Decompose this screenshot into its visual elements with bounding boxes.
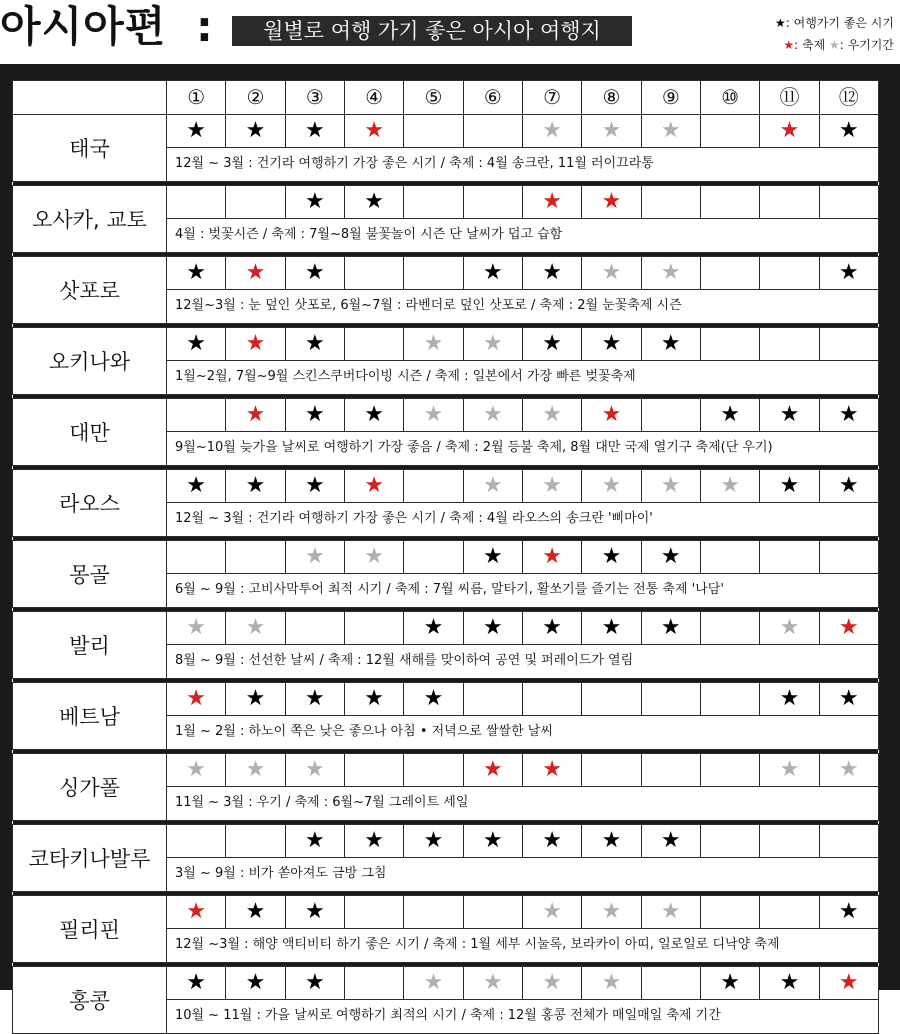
country-star-row: [13, 754, 879, 787]
black-star-icon: ★: [167, 115, 226, 148]
black-star-icon: ★: [582, 541, 641, 574]
country-name: 라오스: [13, 470, 167, 537]
empty-month-cell: [344, 967, 403, 1000]
empty-month-cell: [819, 541, 878, 574]
black-star-icon: ★: [404, 683, 463, 716]
black-star-icon: ★: [226, 683, 285, 716]
black-star-icon: ★: [522, 612, 581, 645]
empty-month-cell: [700, 683, 759, 716]
calendar-board: [0, 64, 900, 1024]
empty-month-cell: [167, 186, 226, 219]
empty-month-cell: [641, 399, 700, 432]
gray-star-icon: ★: [344, 541, 403, 574]
black-star-icon: ★: [760, 683, 819, 716]
black-star-icon: ★: [226, 967, 285, 1000]
gray-star-icon: ★: [167, 612, 226, 645]
black-star-icon: ★: [226, 470, 285, 503]
gray-star-icon: ★: [641, 257, 700, 290]
empty-month-cell: [700, 612, 759, 645]
gray-star-icon: ★: [829, 38, 840, 52]
empty-month-cell: [404, 470, 463, 503]
empty-month-cell: [641, 754, 700, 787]
black-star-icon: ★: [760, 399, 819, 432]
empty-month-cell: [582, 683, 641, 716]
black-star-icon: ★: [463, 257, 522, 290]
empty-month-cell: [700, 328, 759, 361]
red-star-icon: ★: [226, 328, 285, 361]
gray-star-icon: ★: [167, 754, 226, 787]
empty-month-cell: [760, 257, 819, 290]
country-note: 1월 ~ 2월 : 하노이 쪽은 낮은 좋으나 아침 • 저녁으로 쌀쌀한 날씨: [167, 715, 879, 749]
country-note: 10월 ~ 11월 : 가을 날씨로 여행하기 최적의 시기 / 축제 : 12월 홍콩 전체가 매일매일 축제 기간: [167, 999, 879, 1033]
country-star-row: [13, 328, 879, 361]
legend-row-festival-rain: [775, 34, 894, 56]
empty-month-cell: [760, 328, 819, 361]
red-star-icon: ★: [522, 541, 581, 574]
black-star-icon: ★: [285, 328, 344, 361]
empty-month-cell: [641, 186, 700, 219]
empty-month-cell: [404, 754, 463, 787]
month-header-row: [13, 81, 879, 115]
black-star-icon: ★: [522, 328, 581, 361]
black-star-icon: ★: [522, 825, 581, 858]
country-star-row: [13, 612, 879, 645]
gray-star-icon: ★: [641, 115, 700, 148]
month-header-6: ⑥: [463, 81, 522, 115]
month-header-11: ⑪: [760, 81, 819, 115]
gray-star-icon: ★: [641, 470, 700, 503]
red-star-icon: ★: [582, 399, 641, 432]
country-name: 태국: [13, 115, 167, 182]
page-subtitle: 월별로 여행 가기 좋은 아시아 여행지: [232, 16, 632, 46]
empty-month-cell: [819, 186, 878, 219]
empty-month-cell: [760, 896, 819, 929]
gray-star-icon: ★: [404, 328, 463, 361]
black-star-icon: ★: [344, 683, 403, 716]
page-title: 아시아편: [0, 2, 167, 51]
black-star-icon: ★: [700, 399, 759, 432]
red-star-icon: ★: [819, 967, 878, 1000]
country-name: 베트남: [13, 683, 167, 750]
country-star-row: [13, 541, 879, 574]
empty-month-cell: [641, 967, 700, 1000]
country-note: 12월~3월 : 눈 덮인 삿포로, 6월~7월 : 라벤더로 덮인 삿포로 / 축제 : 2월 눈꽃축제 시즌: [167, 289, 879, 323]
red-star-icon: ★: [783, 38, 795, 52]
country-star-row: [13, 683, 879, 716]
country-star-row: [13, 115, 879, 148]
black-star-icon: ★: [226, 896, 285, 929]
country-note: 4월 : 벚꽃시즌 / 축제 : 7월~8월 불꽃놀이 시즌 단 날씨가 덥고 습함: [167, 218, 879, 252]
black-star-icon: ★: [285, 115, 344, 148]
country-name: 오사카, 교토: [13, 186, 167, 253]
gray-star-icon: ★: [522, 115, 581, 148]
empty-month-cell: [226, 541, 285, 574]
red-star-icon: ★: [582, 186, 641, 219]
gray-star-icon: ★: [226, 612, 285, 645]
country-note: 8월 ~ 9월 : 선선한 날씨 / 축제 : 12월 새해를 맞이하여 공연 및 퍼레이드가 열림: [167, 644, 879, 678]
legend: [775, 12, 894, 56]
country-star-row: [13, 470, 879, 503]
country-note: 1월~2월, 7월~9월 스킨스쿠버다이빙 시즌 / 축제 : 일본에서 가장 빠른 벚꽃축제: [167, 360, 879, 394]
legend-row-best: [775, 12, 894, 34]
empty-month-cell: [582, 754, 641, 787]
country-star-row: [13, 967, 879, 1000]
empty-month-cell: [167, 399, 226, 432]
gray-star-icon: ★: [522, 896, 581, 929]
gray-star-icon: ★: [463, 328, 522, 361]
country-star-row: [13, 399, 879, 432]
empty-month-cell: [463, 896, 522, 929]
empty-month-cell: [344, 257, 403, 290]
gray-star-icon: ★: [285, 754, 344, 787]
black-star-icon: ★: [285, 967, 344, 1000]
month-header-12: ⑫: [819, 81, 878, 115]
black-star-icon: ★: [167, 967, 226, 1000]
empty-month-cell: [641, 683, 700, 716]
gray-star-icon: ★: [582, 115, 641, 148]
black-star-icon: ★: [285, 896, 344, 929]
red-star-icon: ★: [463, 754, 522, 787]
empty-month-cell: [404, 896, 463, 929]
country-note: 3월 ~ 9월 : 비가 쏟아져도 금방 그침: [167, 857, 879, 891]
country-name: 필리핀: [13, 896, 167, 963]
corner-cell: [13, 81, 167, 115]
empty-month-cell: [700, 541, 759, 574]
legend-rain-label: : 우기기간: [839, 38, 894, 52]
gray-star-icon: ★: [522, 470, 581, 503]
month-header-5: ⑤: [404, 81, 463, 115]
red-star-icon: ★: [819, 612, 878, 645]
legend-festival-label: : 축제: [794, 38, 826, 52]
gray-star-icon: ★: [582, 896, 641, 929]
gray-star-icon: ★: [582, 257, 641, 290]
country-star-row: [13, 825, 879, 858]
empty-month-cell: [344, 754, 403, 787]
empty-month-cell: [404, 186, 463, 219]
country-note: 12월 ~ 3월 : 건기라 여행하기 가장 좋은 시기 / 축제 : 4월 송크란, 11월 러이끄라통: [167, 147, 879, 181]
black-star-icon: ★: [819, 115, 878, 148]
empty-month-cell: [344, 612, 403, 645]
country-name: 대만: [13, 399, 167, 466]
black-star-icon: ★: [285, 399, 344, 432]
black-star-icon: ★: [819, 683, 878, 716]
black-star-icon: ★: [463, 612, 522, 645]
red-star-icon: ★: [226, 257, 285, 290]
gray-star-icon: ★: [404, 399, 463, 432]
red-star-icon: ★: [167, 683, 226, 716]
gray-star-icon: ★: [463, 967, 522, 1000]
black-star-icon: ★: [167, 257, 226, 290]
black-star-icon: ★: [582, 825, 641, 858]
empty-month-cell: [226, 186, 285, 219]
country-name: 싱가폴: [13, 754, 167, 821]
gray-star-icon: ★: [226, 754, 285, 787]
black-star-icon: ★: [641, 541, 700, 574]
country-star-row: [13, 896, 879, 929]
empty-month-cell: [463, 115, 522, 148]
red-star-icon: ★: [167, 896, 226, 929]
gray-star-icon: ★: [463, 470, 522, 503]
red-star-icon: ★: [226, 399, 285, 432]
empty-month-cell: [404, 257, 463, 290]
country-note: 11월 ~ 3월 : 우기 / 축제 : 6월~7월 그레이트 세일: [167, 786, 879, 820]
empty-month-cell: [700, 825, 759, 858]
country-star-row: [13, 186, 879, 219]
empty-month-cell: [760, 825, 819, 858]
black-star-icon: ★: [285, 470, 344, 503]
gray-star-icon: ★: [463, 399, 522, 432]
black-star-icon: ★: [760, 967, 819, 1000]
black-star-icon: ★: [167, 328, 226, 361]
month-header-1: ①: [167, 81, 226, 115]
black-star-icon: ★: [819, 257, 878, 290]
title-colon: :: [196, 2, 213, 51]
black-star-icon: ★: [285, 257, 344, 290]
gray-star-icon: ★: [582, 967, 641, 1000]
empty-month-cell: [760, 541, 819, 574]
country-note: 9월~10월 늦가을 날씨로 여행하기 가장 좋음 / 축제 : 2월 등불 축제, 8월 대만 국제 열기구 축제(단 우기): [167, 431, 879, 465]
black-star-icon: ★: [641, 328, 700, 361]
red-star-icon: ★: [760, 115, 819, 148]
red-star-icon: ★: [344, 115, 403, 148]
black-star-icon: ★: [463, 825, 522, 858]
empty-month-cell: [760, 186, 819, 219]
black-star-icon: ★: [641, 612, 700, 645]
country-rows: [13, 115, 879, 1034]
country-name: 오키나와: [13, 328, 167, 395]
empty-month-cell: [404, 541, 463, 574]
black-star-icon: ★: [167, 470, 226, 503]
black-star-icon: ★: [700, 967, 759, 1000]
country-note: 12월 ~3월 : 해양 액티비티 하기 좋은 시기 / 축제 : 1월 세부 시눌록, 보라카이 아띠, 일로일로 디낙양 축제: [167, 928, 879, 962]
empty-month-cell: [700, 115, 759, 148]
country-note: 12월 ~ 3월 : 건기라 여행하기 가장 좋은 시기 / 축제 : 4월 라오스의 송크란 '삐마이': [167, 502, 879, 536]
gray-star-icon: ★: [819, 754, 878, 787]
empty-month-cell: [404, 115, 463, 148]
empty-month-cell: [167, 541, 226, 574]
black-star-icon: ★: [344, 825, 403, 858]
empty-month-cell: [463, 683, 522, 716]
black-star-icon: ★: [819, 470, 878, 503]
black-star-icon: ★: [404, 825, 463, 858]
empty-month-cell: [819, 328, 878, 361]
empty-month-cell: [167, 825, 226, 858]
empty-month-cell: [700, 754, 759, 787]
month-header-3: ③: [285, 81, 344, 115]
black-star-icon: ★: [285, 825, 344, 858]
black-star-icon: ★: [582, 328, 641, 361]
legend-best-label: : 여행가기 좋은 시기: [785, 16, 894, 30]
empty-month-cell: [700, 896, 759, 929]
country-note: 6월 ~ 9월 : 고비사막투어 최적 시기 / 축제 : 7월 씨름, 말타기, 활쏘기를 즐기는 전통 축제 '나담': [167, 573, 879, 607]
gray-star-icon: ★: [582, 470, 641, 503]
gray-star-icon: ★: [522, 967, 581, 1000]
black-star-icon: ★: [285, 683, 344, 716]
country-name: 코타키나발루: [13, 825, 167, 892]
month-header-10: ⑩: [700, 81, 759, 115]
black-star-icon: ★: [463, 541, 522, 574]
black-star-icon: ★: [344, 399, 403, 432]
black-star-icon: ★: [582, 612, 641, 645]
black-star-icon: ★: [641, 825, 700, 858]
gray-star-icon: ★: [641, 896, 700, 929]
month-header-8: ⑧: [582, 81, 641, 115]
black-star-icon: ★: [285, 186, 344, 219]
country-name: 홍콩: [13, 967, 167, 1034]
black-star-icon: ★: [522, 257, 581, 290]
empty-month-cell: [226, 825, 285, 858]
month-header-9: ⑨: [641, 81, 700, 115]
red-star-icon: ★: [344, 470, 403, 503]
gray-star-icon: ★: [285, 541, 344, 574]
month-header-2: ②: [226, 81, 285, 115]
country-name: 몽골: [13, 541, 167, 608]
black-star-icon: ★: [819, 399, 878, 432]
empty-month-cell: [344, 896, 403, 929]
empty-month-cell: [344, 328, 403, 361]
month-header-4: ④: [344, 81, 403, 115]
black-star-icon: ★: [344, 186, 403, 219]
empty-month-cell: [285, 612, 344, 645]
gray-star-icon: ★: [522, 399, 581, 432]
country-name: 삿포로: [13, 257, 167, 324]
gray-star-icon: ★: [404, 967, 463, 1000]
gray-star-icon: ★: [760, 612, 819, 645]
gray-star-icon: ★: [700, 470, 759, 503]
red-star-icon: ★: [522, 754, 581, 787]
country-star-row: [13, 257, 879, 290]
empty-month-cell: [819, 825, 878, 858]
black-star-icon: ★: [760, 470, 819, 503]
page-header: [0, 0, 900, 60]
empty-month-cell: [700, 186, 759, 219]
month-header-7: ⑦: [522, 81, 581, 115]
black-star-icon: ★: [819, 896, 878, 929]
gray-star-icon: ★: [760, 754, 819, 787]
country-name: 발리: [13, 612, 167, 679]
black-star-icon: ★: [226, 115, 285, 148]
black-star-icon: ★: [775, 16, 786, 30]
black-star-icon: ★: [404, 612, 463, 645]
red-star-icon: ★: [522, 186, 581, 219]
travel-calendar-table: [12, 80, 879, 1034]
empty-month-cell: [700, 257, 759, 290]
empty-month-cell: [522, 683, 581, 716]
empty-month-cell: [463, 186, 522, 219]
